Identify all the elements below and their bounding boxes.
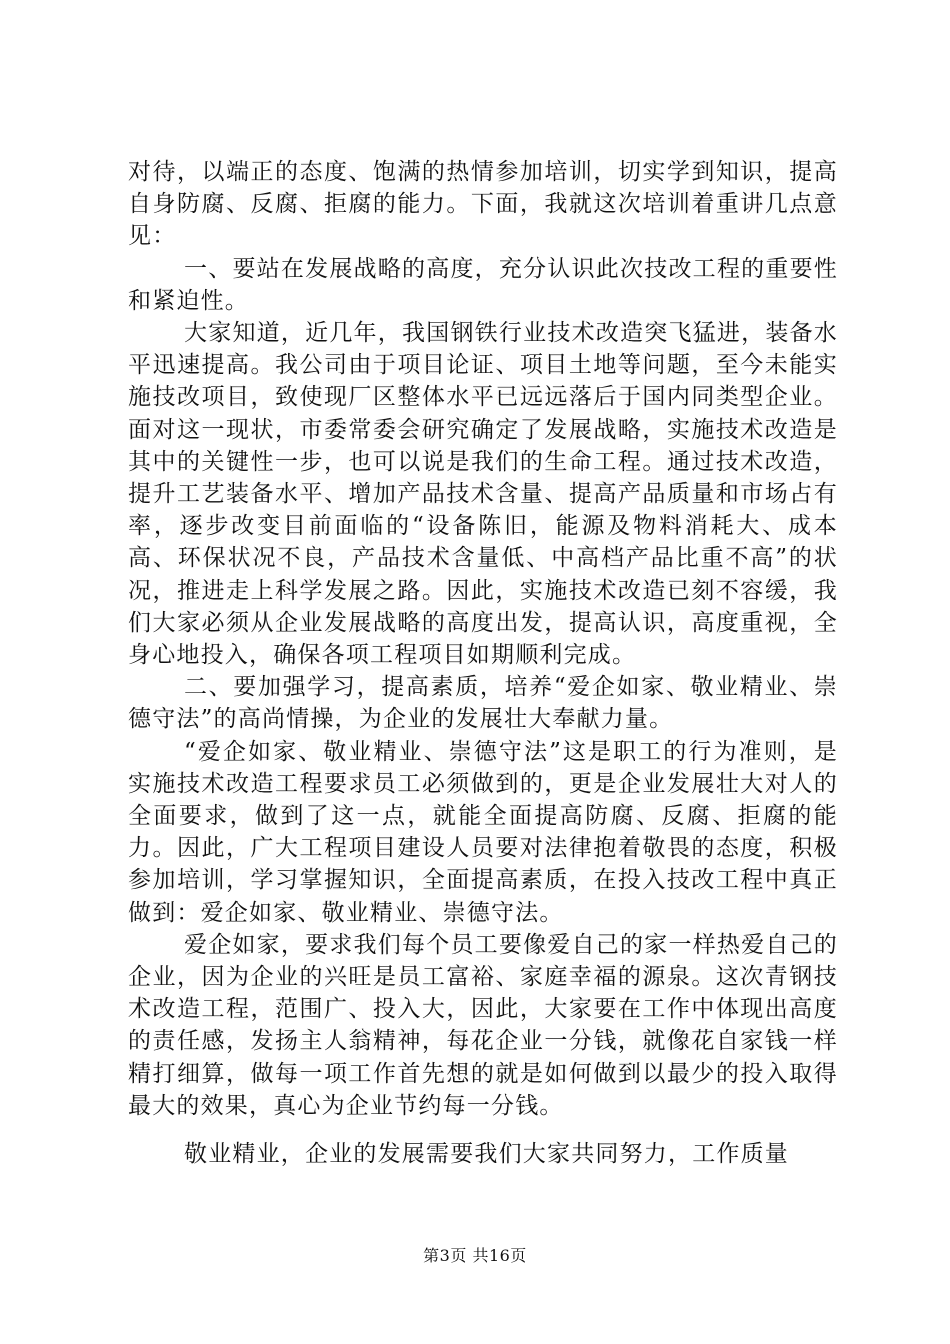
document-body: [128, 156, 838, 1170]
paragraph-dedication: 敬业精业，企业的发展需要我们大家共同努力，工作质量: [184, 1141, 789, 1168]
paragraph-code-of-conduct: “爱企如家、敬业精业、崇德守法”这是职工的行为准则，是实施技术改造工程要求员工必须做到的，更是企业发展壮大对人的全面要求，做到了这一点，就能全面提高防腐、反腐、拒腐的能力。因此，广大工程项目建设人员要对法律抱着敬畏的态度，积极参加培训，学习掌握知识，全面提高素质，在投入技改工程中真正做到：爱企如家、敬业精业、崇德守法。: [128, 738, 838, 926]
section-heading-one: 一、要站在发展战略的高度，充分认识此次技改工程的重要性和紧迫性。: [128, 255, 838, 314]
paragraph-technical-reform: 大家知道，近几年，我国钢铁行业技术改造突飞猛进，装备水平迅速提高。我公司由于项目论证、项目土地等问题，至今未能实施技改项目，致使现厂区整体水平已远远落后于国内同类型企业。面对这一现状，市委常委会研究确定了发展战略，实施技术改造是其中的关键性一步，也可以说是我们的生命工程。通过技术改造，提升工艺装备水平、增加产品技术含量、提高产品质量和市场占有率，逐步改变目前面临的“设备陈旧，能源及物料消耗大、成本高、环保状况不良，产品技术含量低、中高档产品比重不高”的状况，推进走上科学发展之路。因此，实施技术改造已刻不容缓，我们大家必须从企业发展战略的高度出发，提高认识，高度重视，全身心地投入，确保各项工程项目如期顺利完成。: [128, 320, 838, 669]
section-heading-two: 二、要加强学习，提高素质，培养“爱企如家、敬业精业、崇德守法”的高尚情操，为企业的发展壮大奉献力量。: [128, 674, 838, 733]
paragraph-love-company: 爱企如家，要求我们每个员工要像爱自己的家一样热爱自己的企业，因为企业的兴旺是员工富裕、家庭幸福的源泉。这次青钢技术改造工程，范围广、投入大，因此，大家要在工作中体现出高度的责任感，发扬主人翁精神，每花企业一分钱，就像花自家钱一样精打细算，做每一项工作首先想的就是如何做到以最少的投入取得最大的效果，真心为企业节约每一分钱。: [128, 931, 838, 1119]
page-number-footer: 第3页 共16页: [423, 1246, 527, 1265]
paragraph-continuation: 对待，以端正的态度、饱满的热情参加培训，切实学到知识，提高自身防腐、反腐、拒腐的能力。下面，我就这次培训着重讲几点意见：: [128, 159, 838, 250]
